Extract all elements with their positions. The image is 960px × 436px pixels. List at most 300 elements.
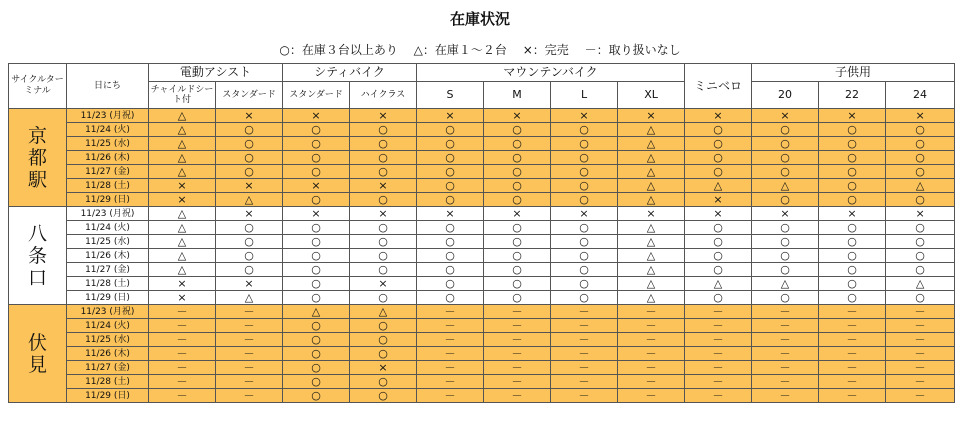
stock-cell: ○ [417,123,484,137]
stock-cell: ○ [685,263,752,277]
stock-cell: ○ [886,235,955,249]
stock-cell: △ [618,291,685,305]
stock-cell: ○ [417,193,484,207]
stock-cell: － [149,333,216,347]
stock-cell: △ [216,291,283,305]
stock-cell: △ [149,123,216,137]
stock-cell: ○ [216,249,283,263]
date-cell: 11/28 (土) [67,179,149,193]
stock-cell: ○ [350,319,417,333]
stock-cell: △ [283,305,350,319]
stock-cell: ○ [819,249,886,263]
stock-cell: － [886,389,955,403]
stock-cell: ○ [417,235,484,249]
stock-cell: － [417,347,484,361]
stock-cell: × [149,193,216,207]
table-row [9,123,955,137]
stock-cell: － [417,389,484,403]
table-row [9,151,955,165]
stock-cell: ○ [685,151,752,165]
stock-cell: ○ [283,389,350,403]
stock-cell: △ [149,235,216,249]
stock-cell: × [685,193,752,207]
stock-cell: × [216,207,283,221]
legend [0,42,960,58]
stock-cell: × [886,109,955,123]
stock-cell: ○ [216,123,283,137]
legend-not-handled: －：取り扱いなし [584,43,681,57]
stock-cell: △ [752,179,819,193]
stock-cell: － [618,361,685,375]
table-row [9,263,955,277]
stock-cell: × [350,207,417,221]
stock-cell: － [216,305,283,319]
stock-cell: － [685,347,752,361]
stock-cell: ○ [484,151,551,165]
stock-cell: ○ [752,193,819,207]
stock-cell: ○ [484,249,551,263]
stock-cell: × [551,207,618,221]
legend-available: ○：在庫３台以上あり [279,43,398,57]
stock-cell: ○ [551,123,618,137]
stock-cell: × [149,291,216,305]
stock-cell: ○ [417,277,484,291]
stock-cell: － [685,375,752,389]
stock-cell: ○ [685,221,752,235]
stock-cell: － [216,333,283,347]
stock-cell: × [417,207,484,221]
header-mtb-xl: XL [618,82,685,109]
header-group-assist: 電動アシスト [149,64,283,82]
stock-cell: － [484,319,551,333]
stock-cell: － [149,347,216,361]
stock-cell: ○ [819,137,886,151]
table-row [9,235,955,249]
stock-cell: ○ [484,179,551,193]
stock-cell: － [752,347,819,361]
stock-cell: － [216,361,283,375]
stock-cell: － [417,361,484,375]
stock-cell: △ [149,249,216,263]
stock-cell: × [819,109,886,123]
stock-cell: － [551,305,618,319]
stock-cell: ○ [283,277,350,291]
table-row [9,277,955,291]
stock-cell: － [618,389,685,403]
stock-cell: － [618,347,685,361]
stock-cell: × [216,109,283,123]
stock-cell: ○ [819,277,886,291]
stock-cell: ○ [350,263,417,277]
stock-cell: － [618,333,685,347]
stock-cell: － [819,375,886,389]
stock-cell: ○ [417,263,484,277]
stock-cell: ○ [417,179,484,193]
stock-cell: △ [618,249,685,263]
stock-cell: △ [618,263,685,277]
stock-cell: ○ [216,263,283,277]
date-cell: 11/23 (月祝) [67,109,149,123]
header-city-highclass: ハイクラス [350,82,417,109]
stock-cell: △ [149,151,216,165]
stock-cell: － [484,333,551,347]
table-row [9,221,955,235]
header-group-city: シティバイク [283,64,417,82]
table-row [9,193,955,207]
stock-cell: ○ [752,263,819,277]
stock-cell: － [149,389,216,403]
stock-cell: △ [618,277,685,291]
stock-cell: ○ [819,193,886,207]
stock-cell: ○ [417,291,484,305]
station-name [9,305,67,403]
station-name [9,109,67,207]
stock-cell: ○ [350,235,417,249]
stock-cell: ○ [484,123,551,137]
stock-cell: － [484,347,551,361]
stock-cell: ○ [551,235,618,249]
stock-cell: ○ [484,137,551,151]
station-name [9,207,67,305]
stock-cell: ○ [350,193,417,207]
stock-cell: ○ [752,221,819,235]
stock-cell: △ [618,151,685,165]
stock-cell: ○ [283,361,350,375]
stock-cell: － [886,361,955,375]
date-cell: 11/28 (土) [67,375,149,389]
stock-cell: ○ [283,319,350,333]
stock-cell: ○ [819,179,886,193]
stock-cell: － [484,361,551,375]
stock-cell: ○ [350,347,417,361]
stock-cell: － [216,319,283,333]
stock-cell: ○ [886,221,955,235]
header-child-seat: チャイルドシート付 [149,82,216,109]
stock-cell: － [484,305,551,319]
stock-cell: ○ [350,123,417,137]
table-row [9,389,955,403]
date-cell: 11/24 (火) [67,123,149,137]
table-row [9,319,955,333]
stock-cell: ○ [484,263,551,277]
stock-cell: △ [886,277,955,291]
stock-cell: － [484,375,551,389]
stock-cell: × [819,207,886,221]
legend-few: △：在庫１～２台 [413,43,507,57]
stock-cell: ○ [417,151,484,165]
table-row [9,375,955,389]
stock-cell: △ [618,179,685,193]
stock-cell: － [216,375,283,389]
stock-cell: × [216,179,283,193]
stock-cell: ○ [819,263,886,277]
station-name-text: 八条口 [27,222,47,289]
stock-cell: △ [752,277,819,291]
stock-cell: ○ [819,235,886,249]
stock-cell: － [752,319,819,333]
date-cell: 11/26 (木) [67,249,149,263]
date-cell: 11/24 (火) [67,221,149,235]
stock-cell: × [484,109,551,123]
stock-cell: ○ [752,165,819,179]
stock-cell: × [551,109,618,123]
stock-cell: ○ [350,151,417,165]
stock-cell: × [283,179,350,193]
stock-cell: ○ [886,165,955,179]
stock-cell: － [685,333,752,347]
table-row [9,305,955,319]
header-date: 日にち [67,64,149,109]
stock-cell: ○ [216,235,283,249]
date-cell: 11/28 (土) [67,277,149,291]
stock-cell: － [886,375,955,389]
header-kids-22: 22 [819,82,886,109]
header-terminal: サイクルターミナル [9,64,67,109]
date-cell: 11/29 (日) [67,389,149,403]
stock-cell: ○ [886,151,955,165]
stock-cell: ○ [417,249,484,263]
stock-cell: － [685,361,752,375]
stock-cell: △ [149,165,216,179]
stock-cell: ○ [886,263,955,277]
stock-cell: － [685,389,752,403]
header-group-mountain: マウンテンバイク [417,64,685,82]
date-cell: 11/26 (木) [67,347,149,361]
stock-cell: ○ [283,137,350,151]
date-cell: 11/26 (木) [67,151,149,165]
stock-cell: － [149,305,216,319]
stock-cell: ○ [216,137,283,151]
stock-cell: － [484,389,551,403]
stock-cell: ○ [417,137,484,151]
stock-cell: － [752,375,819,389]
stock-cell: × [752,109,819,123]
stock-cell: ○ [484,235,551,249]
stock-cell: － [685,319,752,333]
stock-cell: ○ [350,291,417,305]
stock-cell: － [819,389,886,403]
table-row [9,333,955,347]
stock-cell: － [886,333,955,347]
date-cell: 11/24 (火) [67,319,149,333]
stock-cell: × [484,207,551,221]
stock-cell: ○ [484,165,551,179]
table-row [9,249,955,263]
header-mtb-l: L [551,82,618,109]
stock-cell: － [819,361,886,375]
stock-cell: ○ [551,221,618,235]
header-assist-standard: スタンダード [216,82,283,109]
stock-cell: ○ [417,221,484,235]
stock-cell: △ [149,207,216,221]
date-cell: 11/23 (月祝) [67,207,149,221]
stock-cell: ○ [819,123,886,137]
stock-cell: ○ [551,179,618,193]
stock-cell: ○ [551,165,618,179]
stock-cell: △ [618,123,685,137]
table-row [9,207,955,221]
stock-cell: ○ [551,137,618,151]
stock-cell: × [216,277,283,291]
stock-cell: × [685,109,752,123]
stock-cell: － [417,375,484,389]
stock-cell: ○ [752,249,819,263]
stock-cell: ○ [283,193,350,207]
stock-cell: × [283,109,350,123]
stock-cell: ○ [752,123,819,137]
stock-cell: ○ [283,123,350,137]
stock-cell: － [551,361,618,375]
stock-cell: － [149,319,216,333]
stock-cell: ○ [819,151,886,165]
table-row [9,109,955,123]
stock-cell: － [417,319,484,333]
stock-cell: ○ [752,235,819,249]
stock-cell: ○ [283,221,350,235]
stock-cell: ○ [886,249,955,263]
stock-cell: ○ [283,249,350,263]
stock-cell: △ [618,221,685,235]
stock-cell: × [283,207,350,221]
stock-cell: △ [618,165,685,179]
stock-cell: ○ [484,277,551,291]
stock-cell: × [350,179,417,193]
stock-cell: ○ [216,165,283,179]
date-cell: 11/23 (月祝) [67,305,149,319]
stock-cell: ○ [216,221,283,235]
stock-cell: × [149,277,216,291]
stock-cell: ○ [886,193,955,207]
stock-cell: × [417,109,484,123]
stock-cell: ○ [685,235,752,249]
stock-cell: ○ [551,263,618,277]
stock-cell: ○ [551,249,618,263]
date-cell: 11/25 (水) [67,333,149,347]
date-cell: 11/27 (金) [67,165,149,179]
stock-cell: × [149,179,216,193]
stock-cell: ○ [685,291,752,305]
date-cell: 11/29 (日) [67,193,149,207]
stock-cell: ○ [551,193,618,207]
stock-cell: △ [149,137,216,151]
stock-cell: ○ [350,137,417,151]
stock-cell: ○ [685,165,752,179]
stock-cell: △ [685,179,752,193]
stock-cell: ○ [283,235,350,249]
header-group-kids: 子供用 [752,64,955,82]
stock-cell: ○ [283,263,350,277]
stock-cell: × [685,207,752,221]
date-cell: 11/25 (水) [67,137,149,151]
stock-cell: △ [350,305,417,319]
stock-cell: ○ [350,221,417,235]
stock-cell: － [551,389,618,403]
stock-cell: ○ [551,291,618,305]
header-kids-24: 24 [886,82,955,109]
stock-cell: ○ [819,221,886,235]
stock-cell: － [685,305,752,319]
stock-cell: － [149,375,216,389]
stock-cell: － [819,305,886,319]
stock-cell: － [886,347,955,361]
stock-cell: － [819,319,886,333]
date-cell: 11/29 (日) [67,291,149,305]
stock-table [8,63,955,403]
stock-cell: ○ [752,151,819,165]
stock-cell: △ [618,137,685,151]
stock-cell: － [752,361,819,375]
stock-cell: － [886,305,955,319]
legend-sold-out: ×：完売 [522,43,569,57]
stock-cell: ○ [886,123,955,137]
stock-cell: ○ [283,375,350,389]
stock-cell: － [819,347,886,361]
stock-cell: － [752,305,819,319]
stock-cell: ○ [886,137,955,151]
stock-cell: ○ [551,277,618,291]
header-mtb-m: M [484,82,551,109]
stock-cell: ○ [752,291,819,305]
table-row [9,347,955,361]
stock-cell: － [216,347,283,361]
stock-cell: ○ [283,165,350,179]
stock-cell: － [752,389,819,403]
stock-cell: × [350,109,417,123]
date-cell: 11/27 (金) [67,263,149,277]
header-group-minivelo: ミニベロ [685,64,752,109]
stock-cell: ○ [685,137,752,151]
stock-cell: ○ [350,389,417,403]
stock-cell: － [618,305,685,319]
stock-cell: ○ [484,221,551,235]
stock-cell: ○ [283,333,350,347]
stock-cell: － [752,333,819,347]
stock-cell: △ [149,109,216,123]
stock-cell: ○ [283,347,350,361]
stock-cell: △ [149,221,216,235]
stock-cell: ○ [417,165,484,179]
table-row [9,291,955,305]
table-row [9,137,955,151]
stock-cell: ○ [484,291,551,305]
stock-cell: △ [618,235,685,249]
stock-cell: ○ [350,165,417,179]
stock-cell: － [886,319,955,333]
stock-cell: △ [618,193,685,207]
stock-cell: － [149,361,216,375]
stock-cell: － [551,319,618,333]
stock-cell: ○ [350,249,417,263]
stock-cell: － [216,389,283,403]
stock-cell: ○ [283,151,350,165]
table-row [9,361,955,375]
date-cell: 11/25 (水) [67,235,149,249]
stock-cell: △ [886,179,955,193]
stock-cell: △ [216,193,283,207]
stock-cell: － [618,319,685,333]
stock-cell: ○ [685,249,752,263]
stock-cell: ○ [819,165,886,179]
header-kids-20: 20 [752,82,819,109]
stock-cell: × [618,207,685,221]
stock-cell: ○ [685,123,752,137]
stock-cell: ○ [819,291,886,305]
stock-cell: ○ [216,151,283,165]
stock-cell: － [551,375,618,389]
stock-cell: ○ [551,151,618,165]
stock-table-body [9,109,955,403]
date-cell: 11/27 (金) [67,361,149,375]
